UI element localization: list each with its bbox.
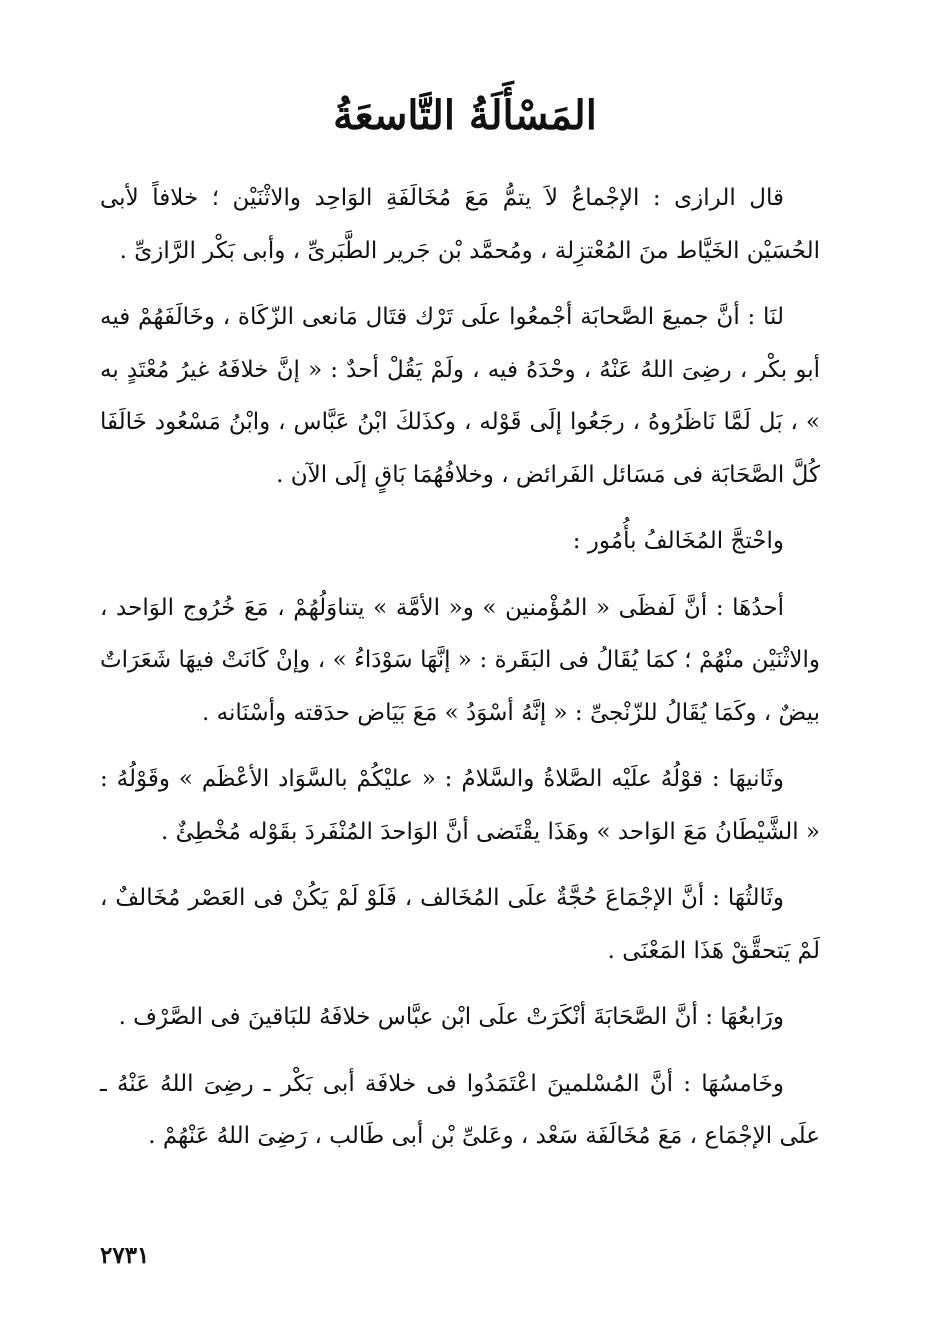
paragraph-fifth-argument: وخَامسُهَا : أنَّ المُسْلمينَ اعْتَمَدُوا فى خلافَة أبى بَكْر ـ رضِىَ اللهُ عَنْهُ ـ علَى الإجْمَاع ، مَعَ مُخَالَفَة سَعْد ، وعَلىِّ بْن أبى طَالب ، رَضِىَ اللهُ عَنْهُمْ . bbox=[100, 1070, 820, 1149]
body-text bbox=[100, 172, 820, 1177]
paragraph-fourth-argument: ورَابعُهَا : أنَّ الصَّحَابَةَ أنْكَرَتْ علَى ابْن عبَّاس خلافَهُ للبَاقينَ فى الصَّرْف . bbox=[118, 1004, 784, 1030]
paragraph-second-argument: وثَانيهَا : قوْلُهُ علَيْه الصَّلاةُ والسَّلامُ : « عليْكُمْ بالسَّوَاد الأعْظَم » وقَوْلُهُ : « الشَّيْطَانُ مَعَ الوَاحد » وهَذَا يقْتَضى أنَّ الوَاحدَ المُنْفَردَ بقَوْله مُخْطِئٌ . bbox=[100, 766, 820, 845]
paragraph-our-argument: لنَا : أنَّ جميعَ الصَّحابَة أجْمعُوا علَى تَرْك قتَال مَانعى الزّكَاة ، وخَالَفَهُمْ فيه أبو بكْر ، رضِىَ اللهُ عَنْهُ ، وحْدَهُ فيه ، ولَمْ يَقُلْ أحدٌ : « إنَّ خلافَهُ غيرُ مُعْتَدٍ به » ، بَل لَمَّا نَاظَرُوهُ ، رجَعُوا إلَى قَوْله ، وكذَلكَ ابْنُ عَبَّاس ، وابْنُ مَسْعُود خَالَفَا كُلَّ الصَّحَابَة فى مَسَائل الفَرائض ، وخلافُهُمَا بَاقٍ إلَى الآن . bbox=[100, 304, 820, 488]
paragraph-opponent-intro: واحْتجَّ المُخَالفُ بأُمُور : bbox=[572, 528, 784, 554]
page-title: المَسْأَلَةُ التَّاسعَةُ bbox=[333, 92, 597, 139]
paragraph-first-argument: أحدُهَا : أنَّ لَفظَى « المُؤْمنين » و« الأمَّة » يتناوَلُهُمْ ، مَعَ خُرُوج الوَاحد ، والاثْنَيْن منْهُمْ ؛ كمَا يُقَالُ فى البَقَرة : « إنَّهَا سَوْدَاءُ » ، وإنْ كَانَتْ فيهَا شَعَرَاتٌ بيضٌ ، وكَمَا يُقَالُ للزّنْجىِّ : « إنَّهُ أسْوَدُ » مَعَ بَيَاض حدَقته وأسْنَانه . bbox=[100, 594, 820, 726]
paragraph-razi-statement: قال الرازى : الإجْماعُ لاَ يتمُّ مَعَ مُخَالَفَةِ الوَاحِد والاثْنَيْن ؛ خلافاً لأبى الحُسَيْن الخَيَّاط منَ المُعْتزِلة ، ومُحمَّد بْن جَرير الطَّبَرىِّ ، وأبى بَكْر الرَّازىِّ . bbox=[100, 185, 820, 264]
paragraph-third-argument: وثَالثُهَا : أنَّ الإجْمَاعَ حُجَّةٌ علَى المُخَالف ، فَلَوْ لَمْ يَكُنْ فى العَصْر مُخَالفٌ ، لَمْ يَتحقَّقْ هَذَا المَعْنَى . bbox=[100, 885, 820, 964]
page-number: ٢٧٣١ bbox=[100, 1242, 150, 1269]
